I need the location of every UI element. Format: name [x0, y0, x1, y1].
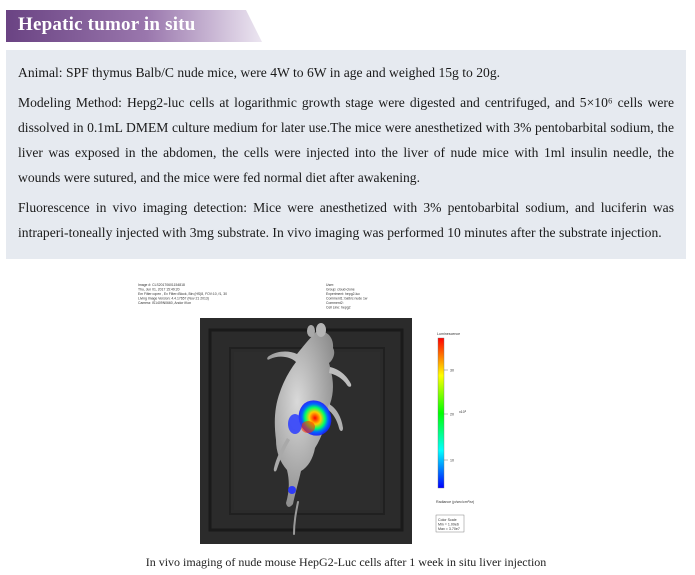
colorbar-title: Luminescence — [437, 332, 461, 336]
meta-left-1: Thu, Jun 01, 2017 15:49:20 — [138, 287, 180, 292]
meta-right-5: Cell Line: hepg2 — [326, 305, 351, 310]
colorbar-tick-10: 10 — [450, 458, 454, 463]
colorbar-tick-20: 20 — [450, 412, 454, 417]
imaging-detection-paragraph: Fluorescence in vivo imaging detection: Mice were anesthetized with 3% pentobarbital sodium, and luciferin was intraperi-toneally injected with 3mg substrate. In vivo imaging was performed 10 minutes after the substrate injection. — [18, 200, 674, 240]
page-title: Hepatic tumor in situ — [18, 14, 196, 35]
in-vivo-image — [130, 272, 518, 554]
modeling-method-paragraph: Modeling Method: Hepg2-luc cells at logarithmic growth stage were digested and centrifuged, and 5×10⁶ cells were dissolved in 0.1mL DMEM culture medium for later use.The mice were anesthetized with 3% pentobarbital sodium, the liver was exposed in the abdomen, the cells were injected into the liver of nude mice with 1ml insulin needle, the wounds were sutured, and the mice were fed normal diet after awakening. — [18, 95, 674, 185]
luminescence-colorbar — [436, 332, 474, 532]
image-metadata — [138, 283, 368, 310]
meta-right-2: Experiment: hepg2-luc — [326, 292, 360, 296]
meta-left-3: Living Image Version: 4.4.17657 (Nov 21 2013) — [138, 296, 209, 301]
section-banner — [6, 10, 262, 42]
figure-caption: In vivo imaging of nude mouse HepG2-Luc cells after 1 week in situ liver injection — [145, 555, 547, 569]
colorbar-unit: x10⁶ — [459, 410, 467, 414]
meta-right-3: Comment1: balb/c nude 1w — [326, 296, 368, 301]
meta-left-0: Image #: CLS20170601154818 — [138, 283, 185, 287]
color-scale-line-1: Min = 1.09e6 — [438, 522, 459, 527]
color-scale-line-0: Color Scale — [438, 518, 457, 522]
description-panel — [6, 50, 686, 259]
radiance-label: Radiance (p/sec/cm²/sr) — [436, 500, 475, 504]
animal-paragraph: Animal: SPF thymus Balb/C nude mice, were 4W to 6W in age and weighed 15g to 20g. — [18, 65, 501, 80]
meta-right-1: Group: cloud-clone — [326, 287, 355, 292]
meta-left-2: Em Filter=open , Ex Filter=Block, Bin:(HS)8, FOV:10, f1, 30 — [138, 292, 228, 296]
colorbar-tick-30: 30 — [450, 368, 454, 373]
meta-left-4: Camera: IS1409N0660, Andor iKon — [138, 301, 192, 305]
meta-right-4: Comment2: — [326, 301, 344, 305]
meta-right-0: User: — [326, 283, 335, 287]
color-scale-line-2: Max = 3.70e7 — [438, 527, 460, 531]
imaging-figure — [6, 264, 686, 572]
